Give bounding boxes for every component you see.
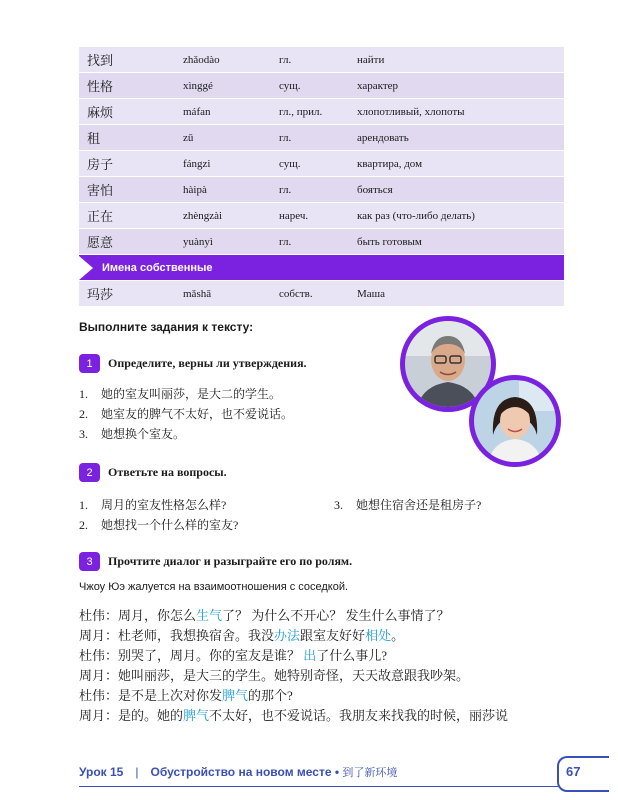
item-text: 她想找一个什么样的室友? (101, 518, 239, 532)
vocab-pos: гл., прил. (279, 105, 323, 118)
vocab-pinyin: hàipà (183, 183, 207, 196)
dialog-text: 周月，你怎么 (118, 608, 197, 623)
vocab-translation: найти (357, 53, 385, 66)
speaker: 周月： (79, 628, 119, 643)
dialog-text: 了什么事儿? (316, 648, 388, 663)
section-title: Имена собственные (102, 261, 213, 274)
vocab-row (79, 177, 564, 203)
vocab-row (79, 203, 564, 229)
dialog-text: 不太好，也不爱说话。我朋友来找我的时候，丽莎说 (209, 708, 509, 723)
speaker: 杜伟： (79, 688, 119, 703)
vocab-pos: собств. (279, 287, 313, 300)
vocab-pinyin: xìnggé (183, 79, 213, 92)
page-number-frame (557, 756, 609, 792)
vocab-pos: гл. (279, 235, 292, 248)
dialog (79, 606, 579, 726)
item-number: 3. (79, 427, 88, 441)
separator: | (135, 765, 139, 779)
vocab-pinyin: fángzi (183, 157, 211, 170)
vocab-hanzi: 正在 (87, 209, 114, 224)
vocab-translation: Маша (357, 287, 386, 300)
item-number: 1. (79, 387, 88, 401)
vocab-pinyin: zhǎodào (183, 53, 220, 66)
vocab-row (79, 281, 564, 307)
vocab-pos: гл. (279, 131, 292, 144)
vocab-translation: характер (357, 79, 399, 92)
highlighted-word: 办法 (274, 628, 301, 643)
lesson-title-chinese: 到了新环境 (342, 766, 398, 779)
list-item (79, 515, 238, 535)
vocab-hanzi: 玛莎 (87, 287, 114, 302)
vocab-translation: быть готовым (357, 235, 422, 248)
vocab-row (79, 151, 564, 177)
dialog-text: 跟室友好好 (300, 628, 366, 643)
task-title: Прочтите диалог и разыграйте его по ролям. (108, 554, 353, 568)
girl-portrait-image (469, 375, 561, 467)
vocab-pos: нареч. (279, 209, 309, 222)
bullet: • (334, 765, 340, 779)
dialog-line (79, 606, 579, 626)
list-item (79, 495, 238, 515)
task-title: Определите, верны ли утверждения. (108, 356, 307, 370)
vocab-pinyin: zhèngzài (183, 209, 223, 222)
vocab-pos: сущ. (279, 157, 301, 170)
task-2-list-right (334, 495, 481, 515)
task-title: Ответьте на вопросы. (108, 465, 227, 479)
list-item (334, 495, 481, 515)
task-1-list (79, 384, 293, 444)
vocab-row (79, 73, 564, 99)
vocabulary-table (79, 47, 564, 307)
vocab-hanzi: 房子 (87, 157, 114, 172)
speaker: 杜伟： (79, 648, 119, 663)
arrow-icon (79, 256, 93, 280)
vocab-hanzi: 租 (87, 131, 101, 146)
speaker: 杜伟： (79, 608, 119, 623)
tasks-heading: Выполните задания к тексту: (79, 320, 254, 334)
vocab-translation: как раз (что-либо делать) (357, 209, 475, 222)
task-number-badge: 1 (79, 354, 100, 373)
vocab-translation: арендовать (357, 131, 409, 144)
task-3-header (79, 552, 352, 571)
dialog-line (79, 646, 579, 666)
highlighted-word: 出 (303, 648, 317, 663)
vocab-translation: квартира, дом (357, 157, 423, 170)
highlighted-word: 脾气 (183, 708, 210, 723)
vocab-translation: хлопотливый, хлопоты (357, 105, 465, 118)
dialog-text: 的那个? (248, 688, 293, 703)
dialog-line (79, 666, 579, 686)
list-item (79, 424, 293, 444)
vocab-hanzi: 愿意 (87, 235, 114, 250)
vocab-row (79, 229, 564, 255)
item-number: 2. (79, 518, 88, 532)
vocab-pinyin: máfan (183, 105, 211, 118)
dialog-line (79, 706, 579, 726)
item-text: 她想换个室友。 (101, 427, 186, 441)
item-number: 3. (334, 498, 343, 512)
task-2-list-left (79, 495, 238, 535)
task-number-badge: 3 (79, 552, 100, 571)
dialog-text: 是的。她的 (118, 708, 184, 723)
girl-portrait-photo (469, 375, 561, 467)
vocab-row (79, 99, 564, 125)
highlighted-word: 相处 (365, 628, 392, 643)
dialog-text: 是不是上次对你发 (118, 688, 223, 703)
vocab-hanzi: 麻烦 (87, 105, 114, 120)
vocab-pos: гл. (279, 183, 292, 196)
vocab-pinyin: yuànyì (183, 235, 213, 248)
vocab-pinyin: zū (183, 131, 194, 144)
speaker: 周月： (79, 708, 119, 723)
speaker: 周月： (79, 668, 119, 683)
vocab-row (79, 125, 564, 151)
vocab-hanzi: 找到 (87, 53, 114, 68)
dialog-text: 别哭了，周月。你的室友是谁？ (118, 648, 304, 663)
dialog-text: 。 (391, 628, 405, 643)
dialog-text: 了？ 为什么不开心？ 发生什么事情了？ (222, 608, 450, 623)
lesson-title: Обустройство на новом месте (150, 765, 332, 779)
item-number: 2. (79, 407, 88, 421)
lesson-label: Урок 15 (79, 765, 124, 779)
item-text: 她想住宿舍还是租房子? (356, 498, 482, 512)
vocab-translation: бояться (357, 183, 393, 196)
highlighted-word: 脾气 (222, 688, 249, 703)
page-footer (79, 764, 397, 780)
dialog-intro: Чжоу Юэ жалуется на взаимоотношения с соседкой. (79, 581, 349, 593)
dialog-line (79, 626, 579, 646)
vocab-row (79, 47, 564, 73)
task-2-header (79, 463, 227, 482)
item-text: 她的室友叫丽莎，是大二的学生。 (101, 387, 282, 401)
dialog-line (79, 686, 579, 706)
vocab-hanzi: 害怕 (87, 183, 114, 198)
task-number-badge: 2 (79, 463, 100, 482)
list-item (79, 384, 293, 404)
task-1-header (79, 354, 307, 373)
highlighted-word: 生气 (196, 608, 223, 623)
proper-names-header (79, 255, 564, 281)
list-item (79, 404, 293, 424)
dialog-text: 她叫丽莎，是大三的学生。她特别奇怪，天天故意跟我吵架。 (118, 668, 470, 683)
vocab-pinyin: mǎshā (183, 287, 212, 300)
vocab-pos: сущ. (279, 79, 301, 92)
item-text: 周月的室友性格怎么样? (101, 498, 227, 512)
footer-divider (79, 786, 558, 787)
item-number: 1. (79, 498, 88, 512)
page-number: 67 (566, 764, 581, 779)
dialog-text: 杜老师，我想换宿舍。我没 (118, 628, 275, 643)
item-text: 她室友的脾气不太好，也不爱说话。 (101, 407, 294, 421)
vocab-hanzi: 性格 (87, 79, 114, 94)
vocab-pos: гл. (279, 53, 292, 66)
